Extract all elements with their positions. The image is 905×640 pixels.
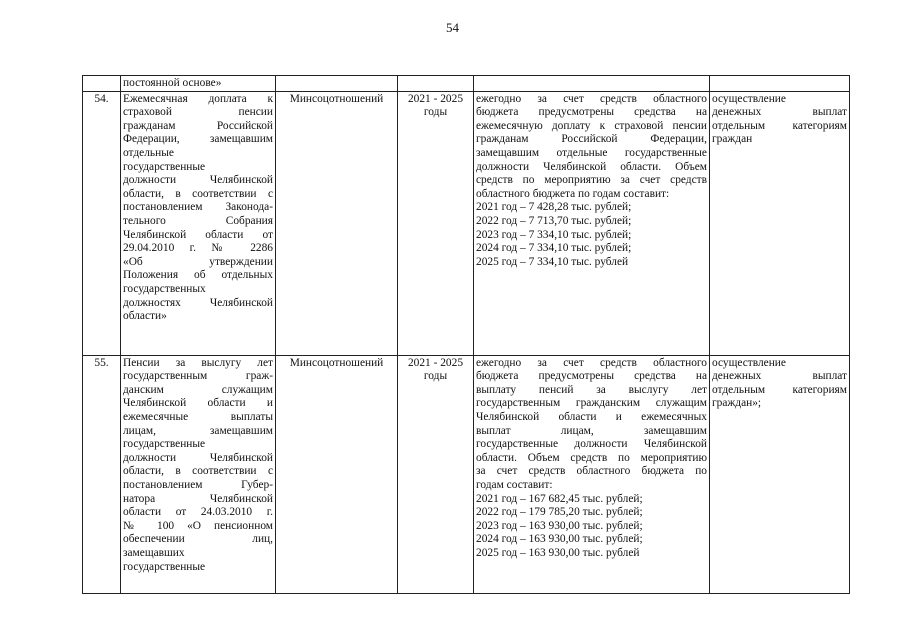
period: 2021 - 2025 годы (407, 356, 464, 383)
year-amount-line: 2023 год – 7 334,10 тыс. рублей; (476, 228, 632, 241)
row-number: 55. (94, 356, 109, 369)
description-line: замещавшим отдельные государственные (476, 146, 707, 159)
page-number: 54 (446, 20, 459, 35)
description-line: выплату пенсий за выслугу лет (476, 383, 707, 396)
description-line: ежегодно за счет средств областного (476, 92, 707, 105)
measures-table (82, 75, 850, 594)
name-line: должностях Челябинской (123, 296, 273, 309)
description-line: Челябинской области и ежемесячных (476, 410, 707, 423)
year-amount-line: 2024 год – 7 334,10 тыс. рублей; (476, 242, 632, 255)
name-line: государственные (123, 438, 206, 451)
name-line: государственных (123, 282, 206, 295)
year-amount-line: 2021 год – 167 682,45 тыс. рублей; (476, 492, 643, 505)
name-line: области от 24.03.2010 г. (123, 506, 273, 519)
name-line: данским служащим (123, 383, 273, 396)
cell-period (398, 91, 474, 355)
cell-executor (276, 355, 398, 593)
description-line: средств по мероприятию за счет средств (476, 174, 707, 187)
name-line: постановлением Законода- (123, 201, 273, 214)
description-line: за счет средств областного бюджета по (476, 465, 707, 478)
table-row (83, 91, 850, 355)
executor: Минсоцотношений (289, 92, 384, 105)
cell-name (121, 76, 276, 92)
cell-number (83, 355, 121, 593)
name-line: области, в соответствии с (123, 187, 273, 200)
name-line: государственные (123, 160, 206, 173)
cell-description (474, 91, 710, 355)
name-line: должности Челябинской (123, 451, 273, 464)
name-line: тельного Собрания (123, 214, 273, 227)
description-line: ежемесячную доплату к страховой пенсии (476, 119, 707, 132)
cell-description (474, 76, 710, 92)
name-line: гражданам Российской (123, 119, 273, 132)
description-line: государственные должности Челябинской (476, 438, 707, 451)
year-amount-line: 2021 год – 7 428,28 тыс. рублей; (476, 201, 632, 214)
name-line: постановлением Губер- (123, 478, 273, 491)
table-body (83, 91, 850, 593)
cell-period (398, 355, 474, 593)
year-amount-line: 2022 год – 179 785,20 тыс. рублей; (476, 506, 643, 519)
description-line: должности Челябинской области. Объем (476, 160, 707, 173)
description-line: государственным гражданским служащим (476, 397, 707, 410)
year-amount-line: 2023 год – 163 930,00 тыс. рублей; (476, 519, 643, 532)
name-line: государственным граж- (123, 370, 273, 383)
name-line: замещавших (123, 546, 185, 559)
year-amount-line: 2025 год – 7 334,10 тыс. рублей (476, 255, 629, 268)
name-line: страховой пенсии (123, 106, 273, 119)
result-line: денежных выплат (712, 106, 847, 119)
description-line: гражданам Российской Федерации, (476, 133, 707, 146)
name-line: Челябинской области от (123, 228, 273, 241)
result-line: осуществление (712, 92, 786, 105)
name-line: государственные (123, 560, 206, 573)
description-line: областного бюджета по годам составит: (476, 187, 670, 200)
cell-name (121, 355, 276, 593)
cell-number (83, 76, 121, 92)
description-line: выплат лицам, замещавшим (476, 424, 707, 437)
cell-result (710, 76, 850, 92)
continuation-text: постоянной основе» (123, 77, 222, 89)
name-line: лицам, замещавшим (123, 424, 273, 437)
name-line: натора Челябинской (123, 492, 273, 505)
result-line: отдельным категориям (712, 383, 847, 396)
result-line: граждан»; (712, 397, 762, 410)
year-amount-line: 2022 год – 7 713,70 тыс. рублей; (476, 214, 632, 227)
result-line: отдельным категориям (712, 119, 847, 132)
name-line: «Об утверждении (123, 255, 273, 268)
cell-description (474, 355, 710, 593)
name-line: Федерации, замещавшим (123, 133, 273, 146)
name-line: должности Челябинской (123, 174, 273, 187)
cell-name (121, 91, 276, 355)
cell-period (398, 76, 474, 92)
table-row (83, 355, 850, 593)
name-line: Ежемесячная доплата к (123, 92, 273, 105)
cell-result (710, 91, 850, 355)
row-number: 54. (94, 92, 109, 105)
name-line: обеспечении лиц, (123, 533, 273, 546)
name-line: области, в соответствии с (123, 465, 273, 478)
description-line: годам составит: (476, 478, 553, 491)
name-line: Положения об отдельных (123, 269, 273, 282)
year-amount-line: 2024 год – 163 930,00 тыс. рублей; (476, 533, 643, 546)
year-amount-line: 2025 год – 163 930,00 тыс. рублей (476, 546, 640, 559)
name-line: 29.04.2010 г. № 2286 (123, 242, 273, 255)
result-line: осуществление (712, 356, 786, 369)
result-line: граждан (712, 133, 753, 146)
name-line: области» (123, 310, 167, 323)
cell-number (83, 91, 121, 355)
table-row-continuation (83, 76, 850, 92)
name-line: отдельные (123, 146, 174, 159)
name-line: ежемесячные выплаты (123, 410, 273, 423)
description-line: области. Объем средств по мероприятию (476, 451, 707, 464)
cell-executor (276, 91, 398, 355)
executor: Минсоцотношений (289, 356, 384, 369)
cell-result (710, 355, 850, 593)
description-line: ежегодно за счет средств областного (476, 356, 707, 369)
description-line: бюджета предусмотрены средства на (476, 106, 707, 119)
name-line: Челябинской области и (123, 397, 273, 410)
name-line: Пенсии за выслугу лет (123, 356, 273, 369)
description-line: бюджета предусмотрены средства на (476, 370, 707, 383)
name-line: № 100 «О пенсионном (123, 519, 273, 532)
cell-executor (276, 76, 398, 92)
result-line: денежных выплат (712, 370, 847, 383)
period: 2021 - 2025 годы (407, 92, 464, 119)
